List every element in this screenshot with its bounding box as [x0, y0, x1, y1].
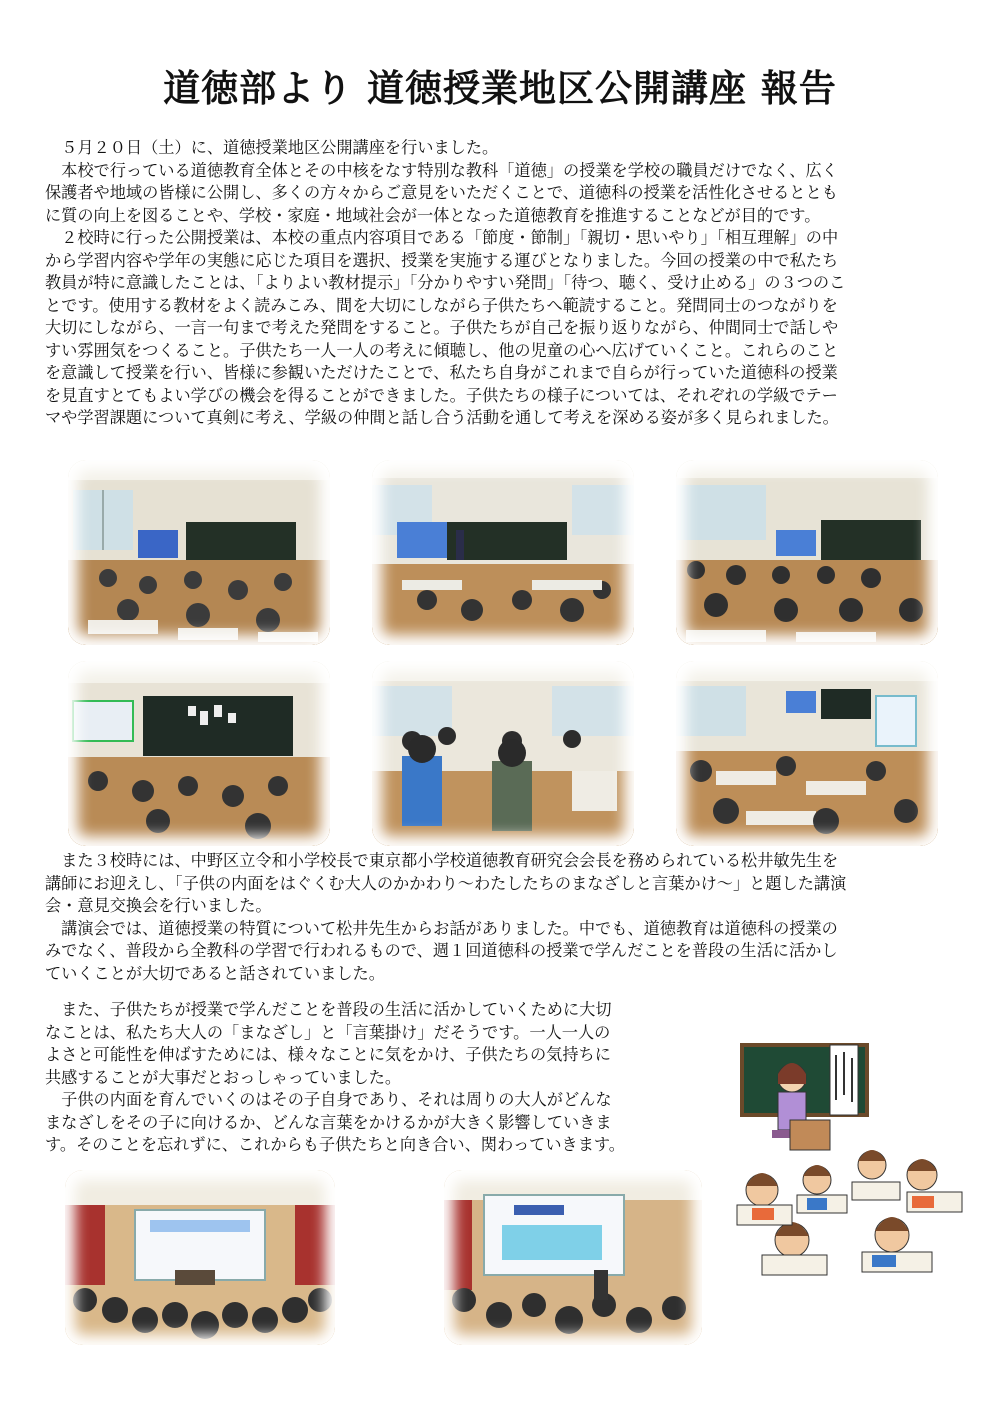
text-line: なことは、私たち大人の「まなざし」と「言葉掛け」だそうです。一人一人の	[45, 1022, 611, 1042]
closing-paragraph	[45, 999, 695, 1157]
text-line: まなざしをその子に向けるか、どんな言葉をかけるかが大きく影響していきま	[45, 1112, 612, 1132]
text-line: マや学習課題について真剣に考え、学級の仲間と話し合う活動を通して考えを深める姿が多く見られました。	[45, 408, 839, 427]
classroom-photo	[676, 460, 938, 645]
text-line: ていくことが大切であると話されていました。	[45, 963, 385, 983]
text-line: 教員が特に意識したことは、「よりよい教材提示」「分かりやすい発問」「待つ、聴く、受け止める」の３つのこ	[45, 273, 846, 292]
intro-paragraph	[45, 137, 957, 430]
classroom-photo	[372, 661, 634, 846]
text-line: みでなく、普段から全教科の学習で行われるもので、週１回道徳科の授業で学んだことを普段の生活に活かし	[45, 941, 838, 960]
text-line: 講師にお迎えし、｢子供の内面をはぐくむ大人のかかわり～わたしたちのまなざしと言葉かけ～」と題した講演	[45, 873, 847, 893]
classroom-photo-row-2	[68, 661, 938, 846]
text-line: を見直すとてもよい学びの機会を得ることができました。子供たちの様子については、それぞれの学級でテー	[45, 385, 838, 405]
page-title: 道徳部より 道徳授業地区公開講座 報告	[163, 67, 837, 110]
classroom-photo	[676, 661, 938, 846]
text-line: ２校時に行った公開授業は、本校の重点内容項目である「節度・節制」「親切・思いやり」「相互理解」の中	[45, 228, 839, 247]
classroom-photo	[68, 460, 330, 645]
text-line: に質の向上を図ることや、学校・家庭・地域社会が一体となった道徳教育を推進することなどが目的です。	[45, 205, 821, 225]
classroom-photo-row-1	[68, 460, 938, 645]
text-line: す。そのことを忘れずに、これからも子供たちと向き合い、関わっていきます。	[45, 1135, 625, 1154]
text-line: よさと可能性を伸ばすためには、様々なことに気をかけ、子供たちの気持ちに	[45, 1045, 611, 1064]
text-line: ５月２０日（土）に、道徳授業地区公開講座を行いました。	[45, 138, 499, 157]
text-line: 保護者や地域の皆様に公開し、多くの方々からご意見をいただくことで、道徳科の授業を活性化させるととも	[45, 183, 838, 202]
text-line: 大切にしながら、一言一句まで考えた発問をすること。子供たちが自己を振り返りながら、仲間同士で話しや	[45, 318, 839, 337]
text-line: 会・意見交換会を行いました。	[45, 896, 272, 915]
text-line: とです。使用する教材をよく読みこみ、間を大切にしながら子供たちへ範読すること。発問同士のつながりを	[45, 295, 838, 315]
text-line: から学習内容や学年の実態に応じた項目を選択、授業を実施する運びとなりました。今回の授業の中で私たち	[45, 250, 839, 270]
classroom-photo	[68, 661, 330, 846]
classroom-photo	[372, 460, 634, 645]
text-line: 講演会では、道徳授業の特質について松井先生からお話がありました。中でも、道徳教育は道徳科の授業の	[45, 918, 838, 938]
text-line: 本校で行っている道徳教育全体とその中核をなす特別な教科「道徳」の授業を学校の職員だけでなく、広く	[45, 160, 838, 180]
text-line: また、子供たちが授業で学んだことを普段の生活に活かしていくために大切	[45, 1000, 612, 1019]
text-line: 共感することが大事だとおっしゃっていました。	[45, 1067, 402, 1087]
lecture-photo	[444, 1170, 702, 1345]
text-line: 子供の内面を育んでいくのはその子自身であり、それは周りの大人がどんな	[45, 1090, 612, 1109]
lecture-paragraph	[45, 850, 957, 985]
text-line: すい雰囲気をつくること。子供たち一人一人の考えに傾聴し、他の児童の心へ広げていくこと。これらのこと	[45, 340, 839, 360]
classroom-illustration	[722, 1040, 980, 1280]
text-line: を意識して授業を行い、皆様に参観いただけたことで、私たち自身がこれまで自らが行っていた道徳科の授業	[45, 363, 838, 382]
lecture-photo	[65, 1170, 335, 1345]
text-line: また３校時には、中野区立令和小学校長で東京都小学校道徳教育研究会会長を務められている松井敏先生を	[45, 851, 839, 870]
